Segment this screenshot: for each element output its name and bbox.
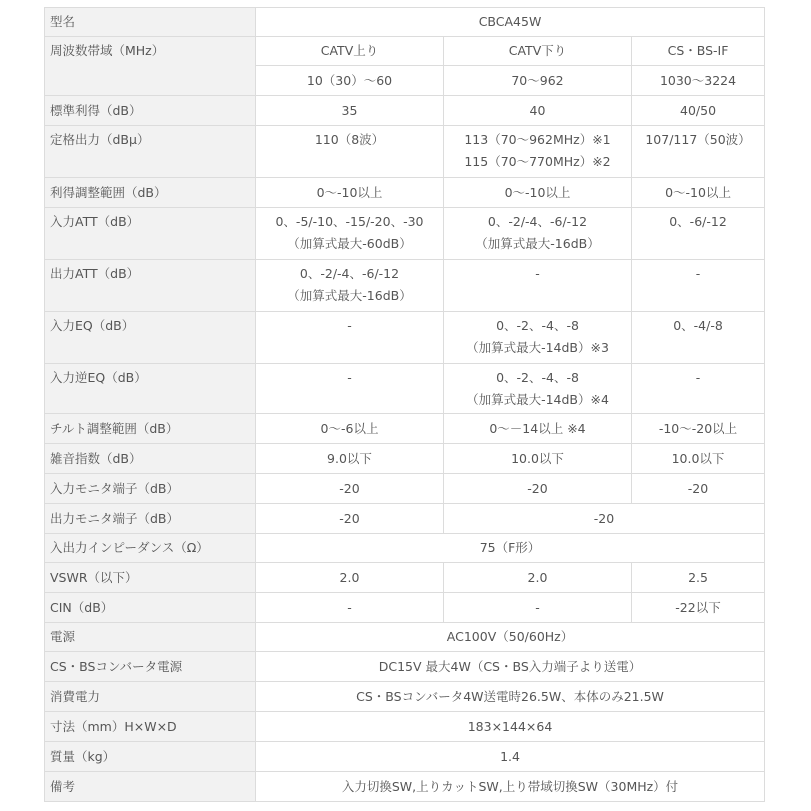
row-gain bbox=[45, 96, 765, 126]
tilt-value-3: -10～-20以上 bbox=[632, 414, 765, 444]
output-monitor-label: 出力モニタ端子（dB） bbox=[45, 504, 256, 534]
row-mass bbox=[45, 742, 765, 772]
output-att-value-1-line2: （加算式最大-16dB） bbox=[287, 288, 412, 303]
row-input-eq bbox=[45, 312, 765, 364]
rated-output-value-2-line2: 115（70～770MHz）※2 bbox=[464, 154, 611, 169]
input-att-value-1 bbox=[256, 208, 444, 260]
row-output-monitor bbox=[45, 504, 765, 534]
rated-output-value-3: 107/117（50波） bbox=[632, 126, 765, 178]
power-value: AC100V（50/60Hz） bbox=[256, 623, 765, 652]
noise-value-2: 10.0以下 bbox=[444, 444, 632, 474]
mass-label: 質量（kg） bbox=[45, 742, 256, 772]
input-att-value-2-line1: 0、-2/-4、-6/-12 bbox=[487, 214, 588, 229]
input-monitor-value-3: -20 bbox=[632, 474, 765, 504]
row-impedance bbox=[45, 534, 765, 563]
row-power bbox=[45, 623, 765, 652]
output-att-value-3: - bbox=[632, 260, 765, 312]
gain-label: 標準利得（dB） bbox=[45, 96, 256, 126]
converter-power-value: DC15V 最大4W（CS・BS入力端子より送電） bbox=[256, 652, 765, 682]
model-value: CBCA45W bbox=[256, 8, 765, 37]
output-att-value-1 bbox=[256, 260, 444, 312]
row-vswr bbox=[45, 563, 765, 593]
cin-value-2: - bbox=[444, 593, 632, 623]
gain-adjust-value-2: 0～-10以上 bbox=[444, 178, 632, 208]
noise-label: 雑音指数（dB） bbox=[45, 444, 256, 474]
tilt-value-1: 0～-6以上 bbox=[256, 414, 444, 444]
rated-output-value-2-line1: 113（70～962MHz）※1 bbox=[464, 132, 611, 147]
cin-label: CIN（dB） bbox=[45, 593, 256, 623]
bands-label: 周波数帯域（MHz） bbox=[45, 37, 256, 96]
cin-value-1: - bbox=[256, 593, 444, 623]
input-eq-value-2-line1: 0、-2、-4、-8 bbox=[496, 318, 579, 333]
vswr-value-1: 2.0 bbox=[256, 563, 444, 593]
row-dimensions bbox=[45, 712, 765, 742]
output-att-label: 出力ATT（dB） bbox=[45, 260, 256, 312]
row-cin bbox=[45, 593, 765, 623]
input-monitor-value-2: -20 bbox=[444, 474, 632, 504]
row-consumption bbox=[45, 682, 765, 712]
input-att-value-2 bbox=[444, 208, 632, 260]
band-range-1: 10（30）～60 bbox=[256, 66, 444, 96]
input-eq-value-2 bbox=[444, 312, 632, 364]
row-noise bbox=[45, 444, 765, 474]
input-att-value-2-line2: （加算式最大-16dB） bbox=[475, 236, 600, 251]
cin-value-3: -22以下 bbox=[632, 593, 765, 623]
input-att-label: 入力ATT（dB） bbox=[45, 208, 256, 260]
input-reverse-eq-value-2-line1: 0、-2、-4、-8 bbox=[496, 370, 579, 385]
input-reverse-eq-value-2 bbox=[444, 364, 632, 414]
consumption-label: 消費電力 bbox=[45, 682, 256, 712]
gain-adjust-label: 利得調整範囲（dB） bbox=[45, 178, 256, 208]
output-att-value-2: - bbox=[444, 260, 632, 312]
input-eq-value-2-line2: （加算式最大-14dB）※3 bbox=[466, 340, 609, 355]
gain-adjust-value-3: 0～-10以上 bbox=[632, 178, 765, 208]
output-monitor-value-1: -20 bbox=[256, 504, 444, 534]
impedance-label: 入出力インピーダンス（Ω） bbox=[45, 534, 256, 563]
rated-output-label: 定格出力（dBμ） bbox=[45, 126, 256, 178]
row-converter-power bbox=[45, 652, 765, 682]
vswr-value-3: 2.5 bbox=[632, 563, 765, 593]
band-name-1: CATV上り bbox=[256, 37, 444, 66]
notes-value: 入力切換SW,上りカットSW,上り帯域切換SW（30MHz）付 bbox=[256, 772, 765, 802]
input-att-value-1-line2: （加算式最大-60dB） bbox=[287, 236, 412, 251]
row-output-att bbox=[45, 260, 765, 312]
gain-value-1: 35 bbox=[256, 96, 444, 126]
input-reverse-eq-value-1: - bbox=[256, 364, 444, 414]
noise-value-1: 9.0以下 bbox=[256, 444, 444, 474]
row-input-att bbox=[45, 208, 765, 260]
gain-adjust-value-1: 0～-10以上 bbox=[256, 178, 444, 208]
row-notes bbox=[45, 772, 765, 802]
converter-power-label: CS・BSコンバータ電源 bbox=[45, 652, 256, 682]
gain-value-3: 40/50 bbox=[632, 96, 765, 126]
row-input-monitor bbox=[45, 474, 765, 504]
input-eq-value-1: - bbox=[256, 312, 444, 364]
row-tilt bbox=[45, 414, 765, 444]
model-label: 型名 bbox=[45, 8, 256, 37]
noise-value-3: 10.0以下 bbox=[632, 444, 765, 474]
power-label: 電源 bbox=[45, 623, 256, 652]
dimensions-label: 寸法（mm）H×W×D bbox=[45, 712, 256, 742]
spec-table bbox=[44, 7, 765, 802]
impedance-value: 75（F形） bbox=[256, 534, 765, 563]
band-range-3: 1030～3224 bbox=[632, 66, 765, 96]
input-eq-value-3: 0、-4/-8 bbox=[632, 312, 765, 364]
notes-label: 備考 bbox=[45, 772, 256, 802]
input-monitor-value-1: -20 bbox=[256, 474, 444, 504]
rated-output-value-2 bbox=[444, 126, 632, 178]
row-input-reverse-eq bbox=[45, 364, 765, 414]
dimensions-value: 183×144×64 bbox=[256, 712, 765, 742]
input-att-value-3: 0、-6/-12 bbox=[632, 208, 765, 260]
input-eq-label: 入力EQ（dB） bbox=[45, 312, 256, 364]
output-att-value-1-line1: 0、-2/-4、-6/-12 bbox=[299, 266, 400, 281]
band-name-2: CATV下り bbox=[444, 37, 632, 66]
row-gain-adjust bbox=[45, 178, 765, 208]
rated-output-value-1: 110（8波） bbox=[256, 126, 444, 178]
mass-value: 1.4 bbox=[256, 742, 765, 772]
tilt-label: チルト調整範囲（dB） bbox=[45, 414, 256, 444]
row-bands bbox=[45, 37, 765, 66]
tilt-value-2: 0～－14以上 ※4 bbox=[444, 414, 632, 444]
input-att-value-1-line1: 0、-5/-10、-15/-20、-30 bbox=[275, 214, 424, 229]
output-monitor-value-23: -20 bbox=[444, 504, 765, 534]
input-reverse-eq-value-3: - bbox=[632, 364, 765, 414]
input-reverse-eq-value-2-line2: （加算式最大-14dB）※4 bbox=[466, 392, 609, 407]
vswr-label: VSWR（以下） bbox=[45, 563, 256, 593]
row-rated-output bbox=[45, 126, 765, 178]
band-range-2: 70～962 bbox=[444, 66, 632, 96]
vswr-value-2: 2.0 bbox=[444, 563, 632, 593]
input-monitor-label: 入力モニタ端子（dB） bbox=[45, 474, 256, 504]
gain-value-2: 40 bbox=[444, 96, 632, 126]
consumption-value: CS・BSコンバータ4W送電時26.5W、本体のみ21.5W bbox=[256, 682, 765, 712]
band-name-3: CS・BS-IF bbox=[632, 37, 765, 66]
row-model bbox=[45, 8, 765, 37]
input-reverse-eq-label: 入力逆EQ（dB） bbox=[45, 364, 256, 414]
